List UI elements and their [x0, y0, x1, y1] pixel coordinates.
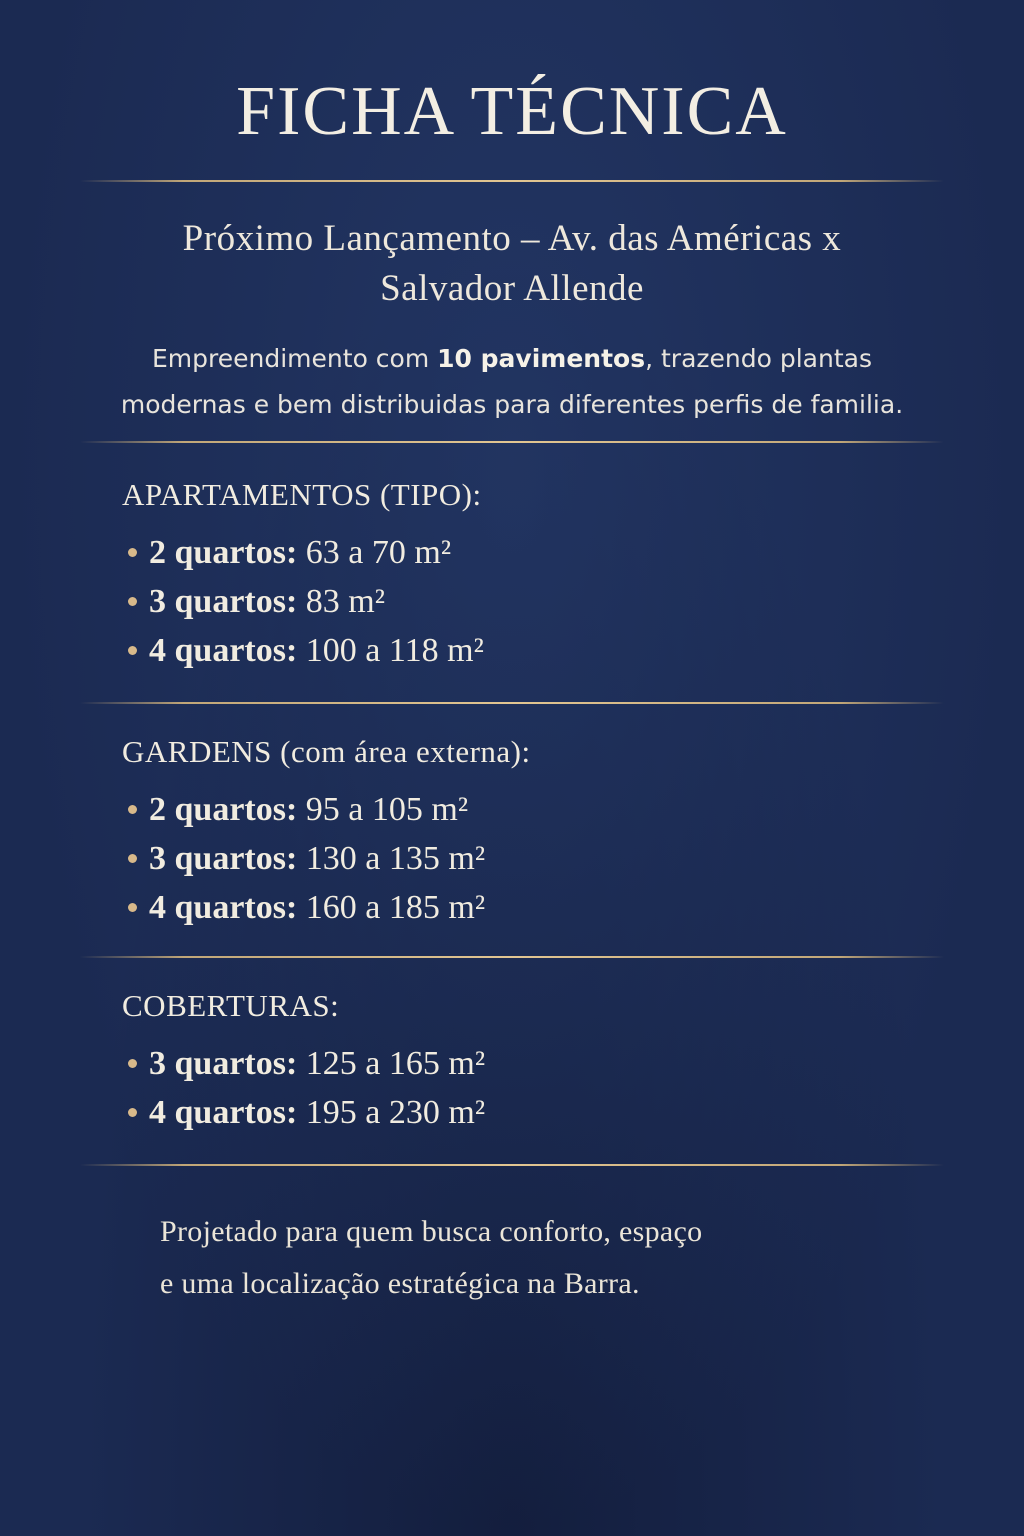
item-label: 4 quartos: [149, 632, 298, 669]
bullet-icon [128, 854, 137, 863]
section-heading-text: APARTAMENTOS (TIPO): [122, 477, 482, 512]
list-item [122, 577, 922, 626]
intro-before: Empreendimento com [152, 344, 438, 373]
bullet-icon [128, 1108, 137, 1117]
item-value: 95 a 105 m² [297, 791, 469, 828]
item-value: 83 m² [297, 583, 385, 620]
item-value: 125 a 165 m² [297, 1045, 486, 1082]
item-label: 3 quartos: [149, 1045, 298, 1082]
bullet-icon [128, 646, 137, 655]
divider [80, 956, 944, 958]
bullet-icon [128, 1059, 137, 1068]
bullet-icon [128, 597, 137, 606]
section-heading-note: (com área externa): [271, 734, 531, 769]
item-value: 100 a 118 m² [297, 632, 484, 669]
list-item [122, 883, 922, 932]
list-item [122, 1088, 922, 1137]
item-value: 195 a 230 m² [297, 1094, 486, 1131]
unit-list [122, 528, 922, 675]
item-label: 4 quartos: [149, 889, 298, 926]
section-heading-text: COBERTURAS: [122, 988, 340, 1023]
item-value: 160 a 185 m² [297, 889, 486, 926]
divider [80, 441, 944, 443]
unit-list [122, 1039, 922, 1137]
page-title: FICHA TÉCNICA [236, 73, 788, 150]
bullet-icon [128, 903, 137, 912]
bullet-icon [128, 805, 137, 814]
unit-list [122, 785, 922, 932]
closing-line-1: Projetado para quem busca conforto, espaço [160, 1215, 703, 1248]
divider [80, 180, 944, 182]
item-label: 3 quartos: [149, 840, 298, 877]
closing-line-2: e uma localização estratégica na Barra. [160, 1267, 640, 1300]
subtitle-line-2: Salvador Allende [380, 268, 644, 309]
section-coberturas [122, 983, 922, 1137]
section-heading-text: GARDENS [122, 734, 272, 769]
section-heading [122, 983, 922, 1029]
divider [80, 702, 944, 704]
list-item [122, 1039, 922, 1088]
bullet-icon [128, 548, 137, 557]
subtitle-line-1: Próximo Lançamento – Av. das Américas x [182, 218, 842, 259]
section-heading [122, 729, 922, 775]
list-item [122, 785, 922, 834]
item-label: 3 quartos: [149, 583, 298, 620]
intro-text [40, 336, 984, 428]
divider [80, 1164, 944, 1166]
item-label: 2 quartos: [149, 534, 298, 571]
item-value: 63 a 70 m² [297, 534, 452, 571]
intro-after: , trazendo plantas [645, 344, 872, 373]
intro-bold: 10 pavimentos [437, 344, 646, 373]
section-gardens [122, 729, 922, 932]
item-label: 2 quartos: [149, 791, 298, 828]
item-value: 130 a 135 m² [297, 840, 486, 877]
list-item [122, 834, 922, 883]
list-item [122, 528, 922, 577]
closing-text [160, 1206, 880, 1310]
project-subtitle [60, 214, 964, 314]
intro-line-2: modernas e bem distribuidas para diferentes perfis de familia. [120, 390, 904, 419]
list-item [122, 626, 922, 675]
section-heading [122, 472, 922, 518]
section-apartamentos [122, 472, 922, 675]
item-label: 4 quartos: [149, 1094, 298, 1131]
